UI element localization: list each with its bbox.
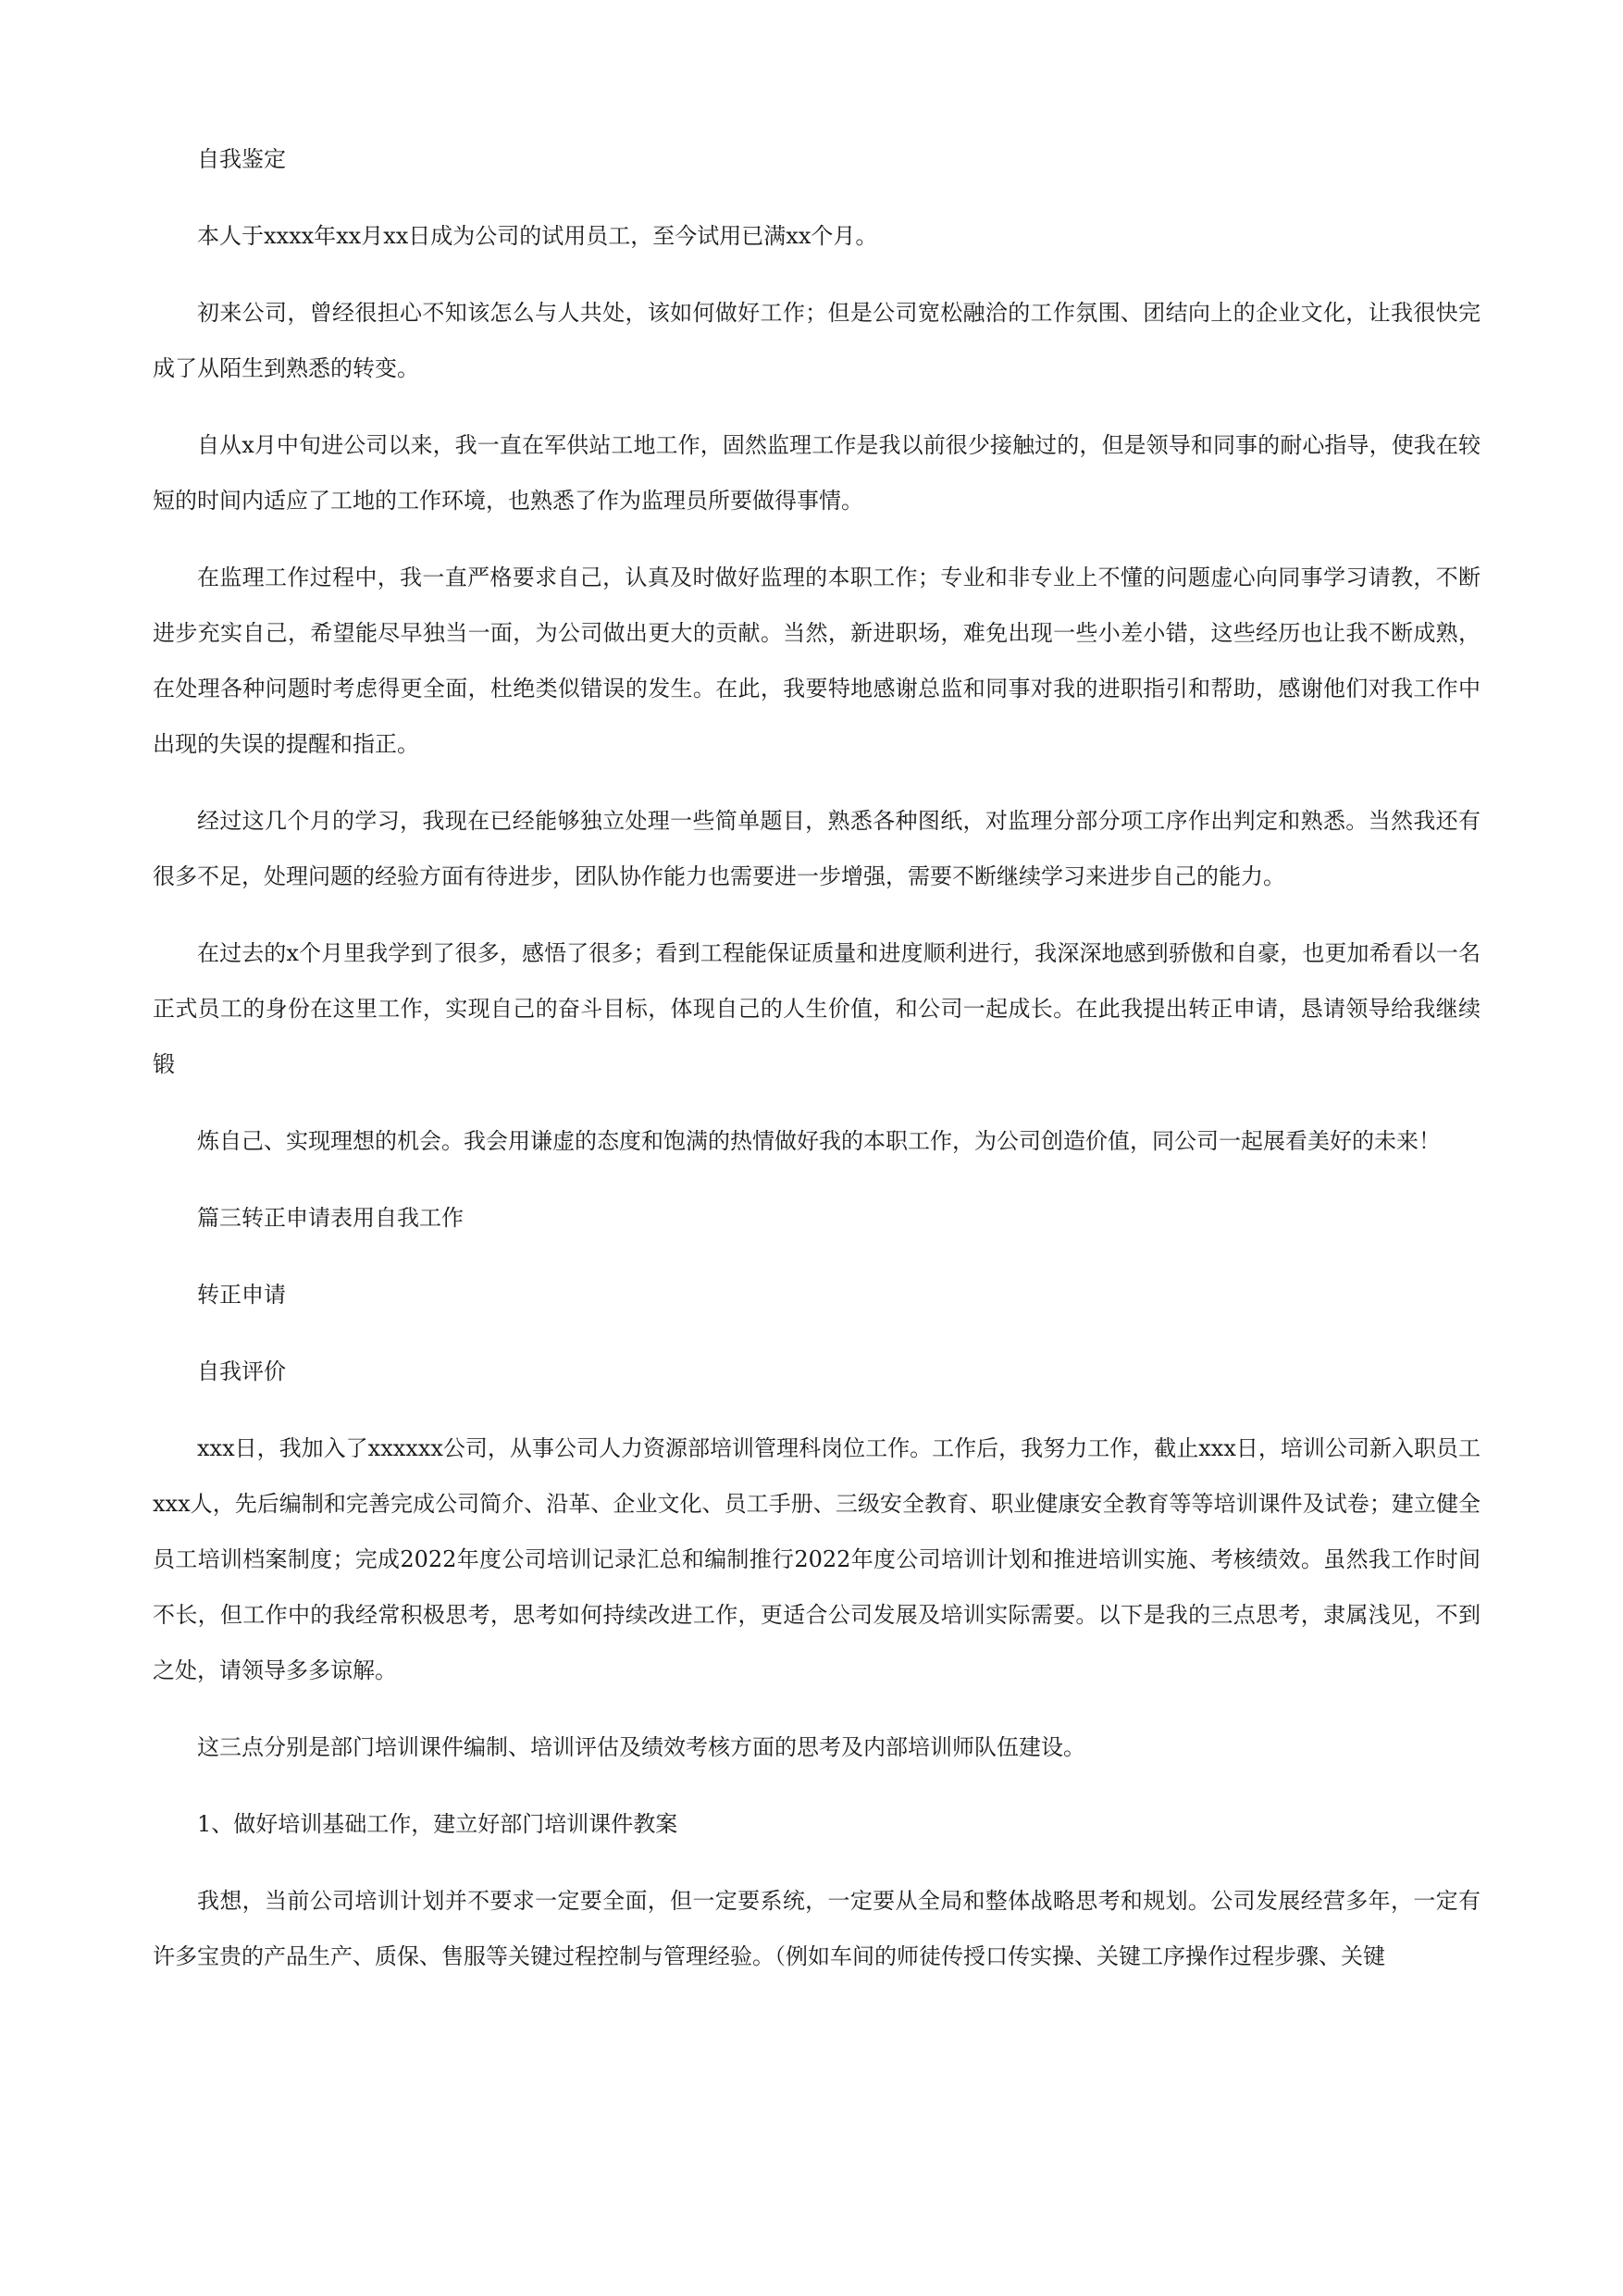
section-heading-article-three: 篇三转正申请表用自我工作 (197, 1205, 464, 1231)
paragraph: 我想，当前公司培训计划并不要求一定要全面，但一定要系统，一定要从全局和整体战略思考和规划。公司发展经营多年，一定有许多宝贵的产品生产、质保、售服等关键过程控制与管理经验。（例如车间的师徒传授口传实操、关键工序操作过程步骤、关键 (153, 1888, 1481, 1969)
paragraph: 在过去的x个月里我学到了很多，感悟了很多；看到工程能保证质量和进度顺利进行，我深深地感到骄傲和自豪，也更加希看以一名正式员工的身份在这里工作，实现自己的奋斗目标，体现自己的人生价值，和公司一起成长。在此我提出转正申请，恳请领导给我继续锻 (153, 940, 1481, 1077)
document-body (153, 131, 1481, 2005)
section-heading-self-evaluation: 自我评价 (197, 1359, 286, 1384)
paragraph: 炼自己、实现理想的机会。我会用谦虚的态度和饱满的热情做好我的本职工作，为公司创造价值，同公司一起展看美好的未来！ (197, 1128, 1441, 1154)
section-heading-application: 转正申请 (197, 1282, 286, 1308)
paragraph: 自从x月中旬进公司以来，我一直在军供站工地工作，固然监理工作是我以前很少接触过的，但是领导和同事的耐心指导，使我在较短的时间内适应了工地的工作环境，也熟悉了作为监理员所要做得事情。 (153, 432, 1481, 514)
paragraph: xxx日，我加入了xxxxxx公司，从事公司人力资源部培训管理科岗位工作。工作后，我努力工作，截止xxx日，培训公司新入职员工xxx人，先后编制和完善完成公司简介、沿革、企业文化、员工手册、三级安全教育、职业健康安全教育等等培训课件及试卷；建立健全员工培训档案制度；完成2022年度公司培训记录汇总和编制推行2022年度公司培训计划和推进培训实施、考核绩效。虽然我工作时间不长，但工作中的我经常积极思考，思考如何持续改进工作，更适合公司发展及培训实际需要。以下是我的三点思考，隶属浅见，不到之处，请领导多多谅解。 (153, 1435, 1481, 1683)
paragraph: 初来公司，曾经很担心不知该怎么与人共处，该如何做好工作；但是公司宽松融洽的工作氛围、团结向上的企业文化，让我很快完成了从陌生到熟悉的转变。 (153, 300, 1481, 381)
paragraph: 本人于xxxx年xx月xx日成为公司的试用员工，至今试用已满xx个月。 (197, 223, 878, 249)
subheading-item-1: 1、做好培训基础工作，建立好部门培训课件教案 (197, 1811, 678, 1837)
paragraph: 这三点分别是部门培训课件编制、培训评估及绩效考核方面的思考及内部培训师队伍建设。 (197, 1734, 1085, 1760)
section-heading-self-appraisal: 自我鉴定 (197, 146, 286, 172)
paragraph: 经过这几个月的学习，我现在已经能够独立处理一些简单题目，熟悉各种图纸，对监理分部分项工序作出判定和熟悉。当然我还有很多不足，处理问题的经验方面有待进步，团队协作能力也需要进一步增强，需要不断继续学习来进步自己的能力。 (153, 808, 1481, 889)
paragraph: 在监理工作过程中，我一直严格要求自己，认真及时做好监理的本职工作；专业和非专业上不懂的问题虚心向同事学习请教，不断进步充实自己，希望能尽早独当一面，为公司做出更大的贡献。当然，新进职场，难免出现一些小差小错，这些经历也让我不断成熟，在处理各种问题时考虑得更全面，杜绝类似错误的发生。在此，我要特地感谢总监和同事对我的进职指引和帮助，感谢他们对我工作中出现的失误的提醒和指正。 (153, 565, 1481, 757)
